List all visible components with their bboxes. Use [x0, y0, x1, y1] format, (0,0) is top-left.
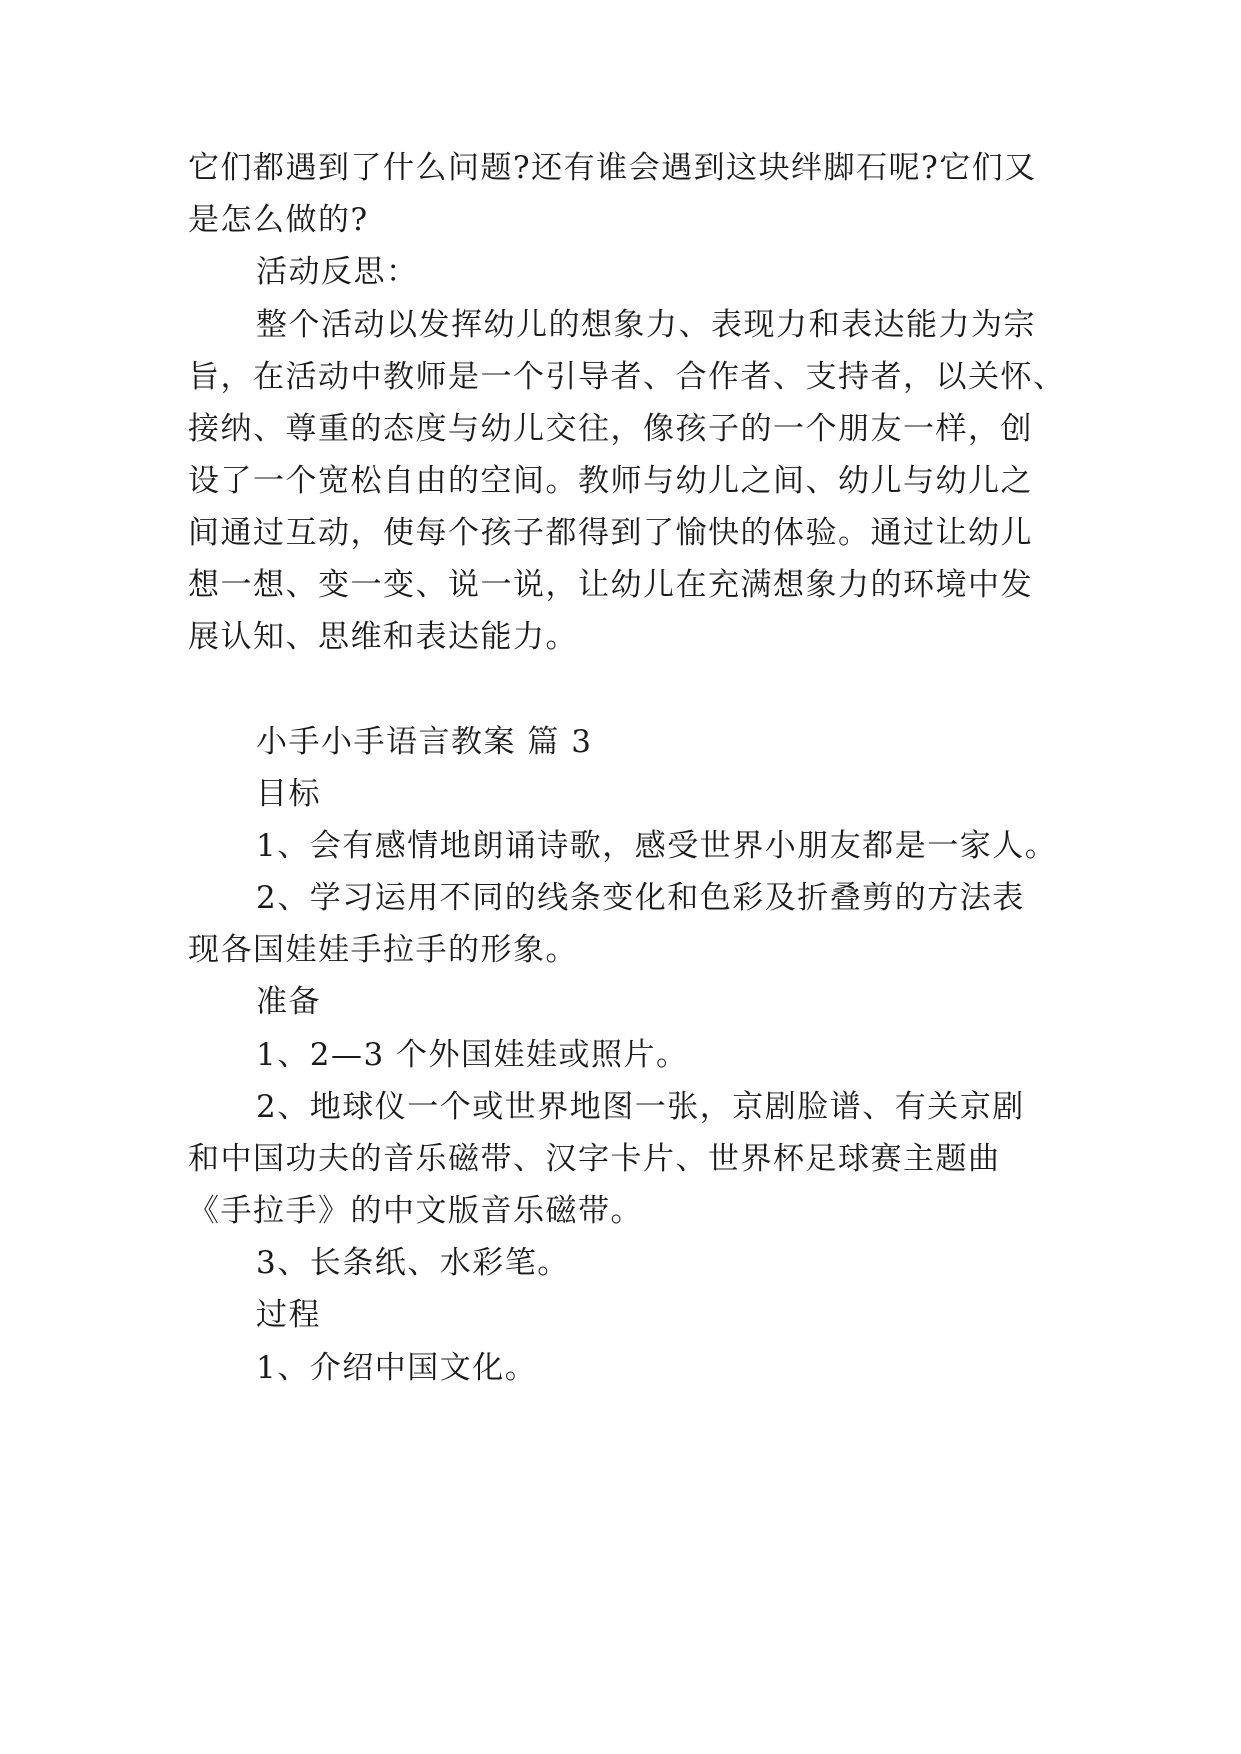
list-item: 1、2—3 个外国娃娃或照片。: [256, 1037, 689, 1073]
section-heading: 目标: [256, 776, 321, 812]
list-item-continuation: 和中国功夫的音乐磁带、汉字卡片、世界杯足球赛主题曲: [188, 1141, 1001, 1177]
paragraph-line: 设了一个宽松自由的空间。教师与幼儿之间、幼儿与幼儿之: [188, 463, 1033, 499]
paragraph-line: 间通过互动，使每个孩子都得到了愉快的体验。通过让幼儿: [188, 515, 1033, 551]
paragraph-line: 想一想、变一变、说一说，让幼儿在充满想象力的环境中发: [188, 567, 1033, 603]
section-heading: 过程: [256, 1297, 321, 1333]
section-heading: 准备: [256, 984, 321, 1020]
paragraph-line: 展认知、思维和表达能力。: [188, 619, 578, 655]
section-heading: 活动反思：: [256, 254, 419, 290]
paragraph-line: 是怎么做的?: [188, 202, 369, 238]
article-title: 小手小手语言教案 篇 3: [256, 724, 593, 760]
list-item: 1、介绍中国文化。: [256, 1350, 538, 1386]
list-item: 2、地球仪一个或世界地图一张，京剧脸谱、有关京剧: [256, 1089, 1025, 1125]
list-item-continuation: 《手拉手》的中文版音乐磁带。: [188, 1193, 643, 1229]
paragraph-line: 整个活动以发挥幼儿的想象力、表现力和表达能力为宗: [256, 307, 1036, 343]
paragraph-line: 接纳、尊重的态度与幼儿交往，像孩子的一个朋友一样，创: [188, 411, 1033, 447]
list-item: 3、长条纸、水彩笔。: [256, 1245, 570, 1281]
list-item: 2、学习运用不同的线条变化和色彩及折叠剪的方法表: [256, 880, 1025, 916]
list-item-continuation: 现各国娃娃手拉手的形象。: [188, 932, 578, 968]
list-item: 1、会有感情地朗诵诗歌，感受世界小朋友都是一家人。: [256, 828, 1058, 864]
paragraph-line: 它们都遇到了什么问题?还有谁会遇到这块绊脚石呢?它们又: [188, 150, 1037, 186]
paragraph-line: 旨，在活动中教师是一个引导者、合作者、支持者，以关怀、: [188, 359, 1066, 395]
